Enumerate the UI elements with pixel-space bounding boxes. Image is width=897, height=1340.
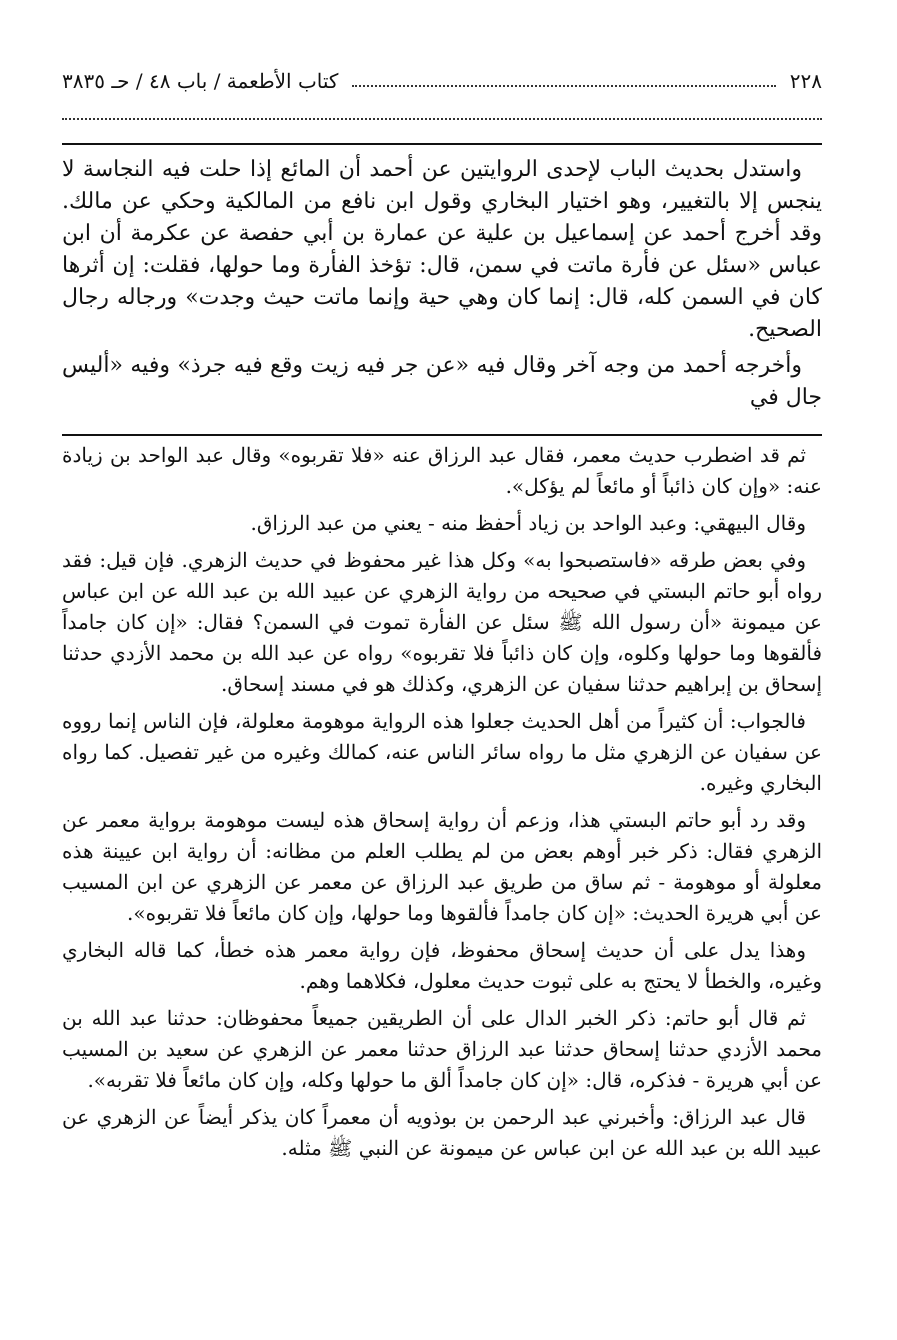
footnotes (62, 440, 822, 1320)
header-dotted-leader (352, 75, 775, 87)
footnote-paragraph: وقد رد أبو حاتم البستي هذا، وزعم أن رواية إسحاق هذه ليست موهومة برواية معمر عن الزهري فقال: ذكر خبر أوهم بعض من لم يطلب العلم من مظانه: أن رواية ابن عيينة هذه معلولة أو موهومة - ثم ساق من طريق عبد الرزاق عن معمر عن الزهري عن ابن المسيب عن أبي هريرة الحديث: «إن كان جامداً فألقوها وما حولها، وإن كان مائعاً فلا تقربوه». (62, 808, 822, 925)
footnote-paragraph: وفي بعض طرقه «فاستصبحوا به» وكل هذا غير محفوظ في حديث الزهري. فإن قيل: فقد رواه أبو حاتم البستي في صحيحه من رواية الزهري عن عبيد الله بن عبد الله عن ابن عباس عن ميمونة «أن رسول الله ﷺ سئل عن الفأرة تموت في السمن؟ فقال: «إن كان جامداً فألقوها وما حولها وكلوه، وإن كان ذائباً فلا تقربوه» رواه عن عبد الله بن محمد الأزدي حدثنا إسحاق بن إبراهيم حدثنا سفيان عن الزهري، وكذلك هو في مسند إسحاق. (62, 548, 822, 696)
main-text (62, 154, 822, 418)
footnote-paragraph: فالجواب: أن كثيراً من أهل الحديث جعلوا هذه الرواية موهومة معلولة، فإن الناس إنما رووه عن سفيان عن الزهري مثل ما رواه سائر الناس عنه، كمالك وغيره من غير تفصيل. كما رواه البخاري وغيره. (62, 709, 822, 795)
running-title: كتاب الأطعمة / باب ٤٨ / حـ ٣٨٣٥ (62, 69, 339, 93)
main-paragraph: وأخرجه أحمد من وجه آخر وقال فيه «عن جر فيه زيت وقع فيه جرذ» وفيه «أليس جال في (62, 353, 822, 410)
main-paragraph: واستدل بحديث الباب لإحدى الروايتين عن أحمد أن المائع إذا حلت فيه النجاسة لا ينجس إلا بالتغيير، وهو اختيار البخاري وقول ابن نافع من المالكية وحكي عن مالك. وقد أخرج أحمد عن إسماعيل بن علية عن عمارة بن أبي حفصة عن عكرمة أن ابن عباس «سئل عن فأرة ماتت في سمن، قال: تؤخذ الفأرة وما حولها، فقلت: إن أثرها كان في السمن كله، قال: إنما كان وهي حية وإنما ماتت حيث وجدت» ورجاله رجال الصحيح. (62, 157, 822, 342)
footnote-rule (62, 434, 822, 436)
page-number: ٢٢٨ (789, 69, 822, 93)
page-header (62, 66, 822, 96)
footnote-paragraph: قال عبد الرزاق: وأخبرني عبد الرحمن بن بوذويه أن معمراً كان يذكر أيضاً عن الزهري عن عبيد الله بن عبد الله عن ابن عباس عن ميمونة عن النبي ﷺ مثله. (62, 1105, 822, 1160)
footnote-paragraph: وقال البيهقي: وعبد الواحد بن زياد أحفظ منه - يعني من عبد الرزاق. (250, 511, 806, 535)
dotted-separator (62, 118, 822, 120)
header-rule (62, 143, 822, 145)
footnote-paragraph: ثم قد اضطرب حديث معمر، فقال عبد الرزاق عنه «فلا تقربوه» وقال عبد الواحد بن زيادة عنه: «وإن كان ذائباً أو مائعاً لم يؤكل». (62, 443, 822, 498)
footnote-paragraph: ثم قال أبو حاتم: ذكر الخبر الدال على أن الطريقين جميعاً محفوظان: حدثنا عبد الله بن محمد الأزدي حدثنا إسحاق حدثنا عبد الرزاق حدثنا معمر عن الزهري عن سعيد بن المسيب عن أبي هريرة - فذكره، قال: «إن كان جامداً ألق ما حولها وكله، وإن كان مائعاً فلا تقربه». (62, 1006, 822, 1092)
footnote-paragraph: وهذا يدل على أن حديث إسحاق محفوظ، فإن رواية معمر هذه خطأ، كما قاله البخاري وغيره، والخطأ لا يحتج به على ثبوت حديث معلول، فكلاهما وهم. (62, 938, 822, 993)
